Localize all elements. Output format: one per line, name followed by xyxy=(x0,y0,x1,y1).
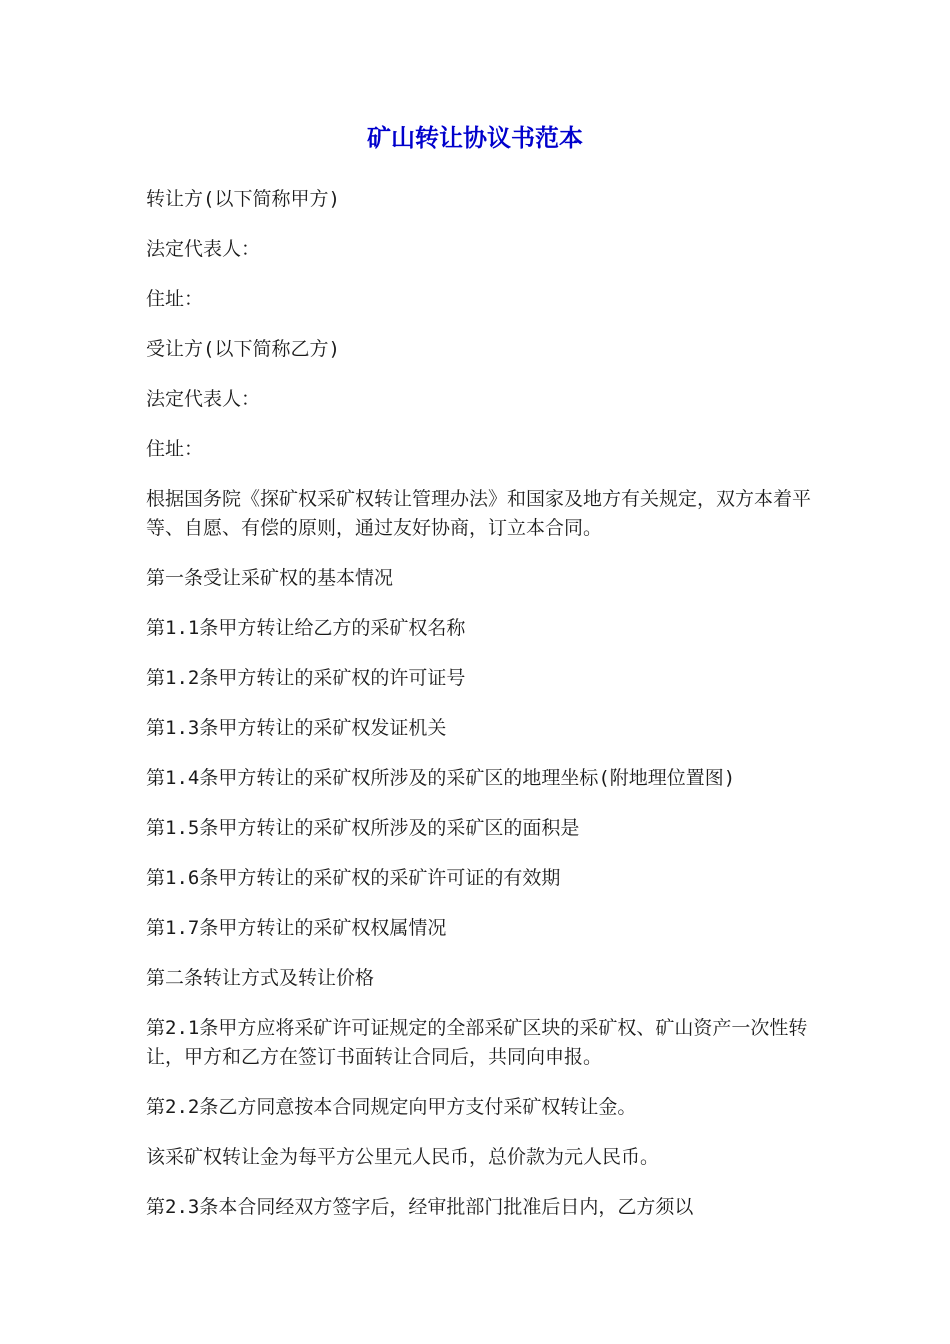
party-b-representative: 法定代表人： xyxy=(146,388,261,410)
article-1-heading: 第一条受让采矿权的基本情况 xyxy=(146,567,394,589)
clause-1-2: 第1.2条甲方转让的采矿权的许可证号 xyxy=(146,667,466,689)
preamble: 根据国务院《探矿权采矿权转让管理办法》和国家及地方有关规定，双方本着平等、自愿、有偿的原则，通过友好协商，订立本合同。 xyxy=(146,488,812,539)
clause-1-4: 第1.4条甲方转让的采矿权所涉及的采矿区的地理坐标(附地理位置图) xyxy=(146,767,736,789)
clause-1-6: 第1.6条甲方转让的采矿权的采矿许可证的有效期 xyxy=(146,867,561,889)
clause-1-3: 第1.3条甲方转让的采矿权发证机关 xyxy=(146,717,447,739)
party-a-address: 住址： xyxy=(146,288,204,310)
document-title: 矿山转让协议书范本 xyxy=(367,124,583,152)
party-b-address: 住址： xyxy=(146,438,204,460)
clause-1-7: 第1.7条甲方转让的采矿权权属情况 xyxy=(146,917,447,939)
transfer-fee-note: 该采矿权转让金为每平方公里元人民币，总价款为元人民币。 xyxy=(146,1146,660,1168)
clause-1-1: 第1.1条甲方转让给乙方的采矿权名称 xyxy=(146,617,466,639)
document-body xyxy=(146,185,826,1243)
clause-2-1: 第2.1条甲方应将采矿许可证规定的全部采矿区块的采矿权、矿山资产一次性转让，甲方和乙方在签订书面转让合同后，共同向申报。 xyxy=(146,1017,808,1068)
article-2-heading: 第二条转让方式及转让价格 xyxy=(146,967,375,989)
party-a-heading: 转让方(以下简称甲方) xyxy=(146,188,340,210)
party-a-representative: 法定代表人： xyxy=(146,238,261,260)
clause-2-3: 第2.3条本合同经双方签字后，经审批部门批准后日内，乙方须以 xyxy=(146,1196,694,1218)
clause-2-2: 第2.2条乙方同意按本合同规定向甲方支付采矿权转让金。 xyxy=(146,1096,637,1118)
party-b-heading: 受让方(以下简称乙方) xyxy=(146,338,340,360)
clause-1-5: 第1.5条甲方转让的采矿权所涉及的采矿区的面积是 xyxy=(146,817,580,839)
